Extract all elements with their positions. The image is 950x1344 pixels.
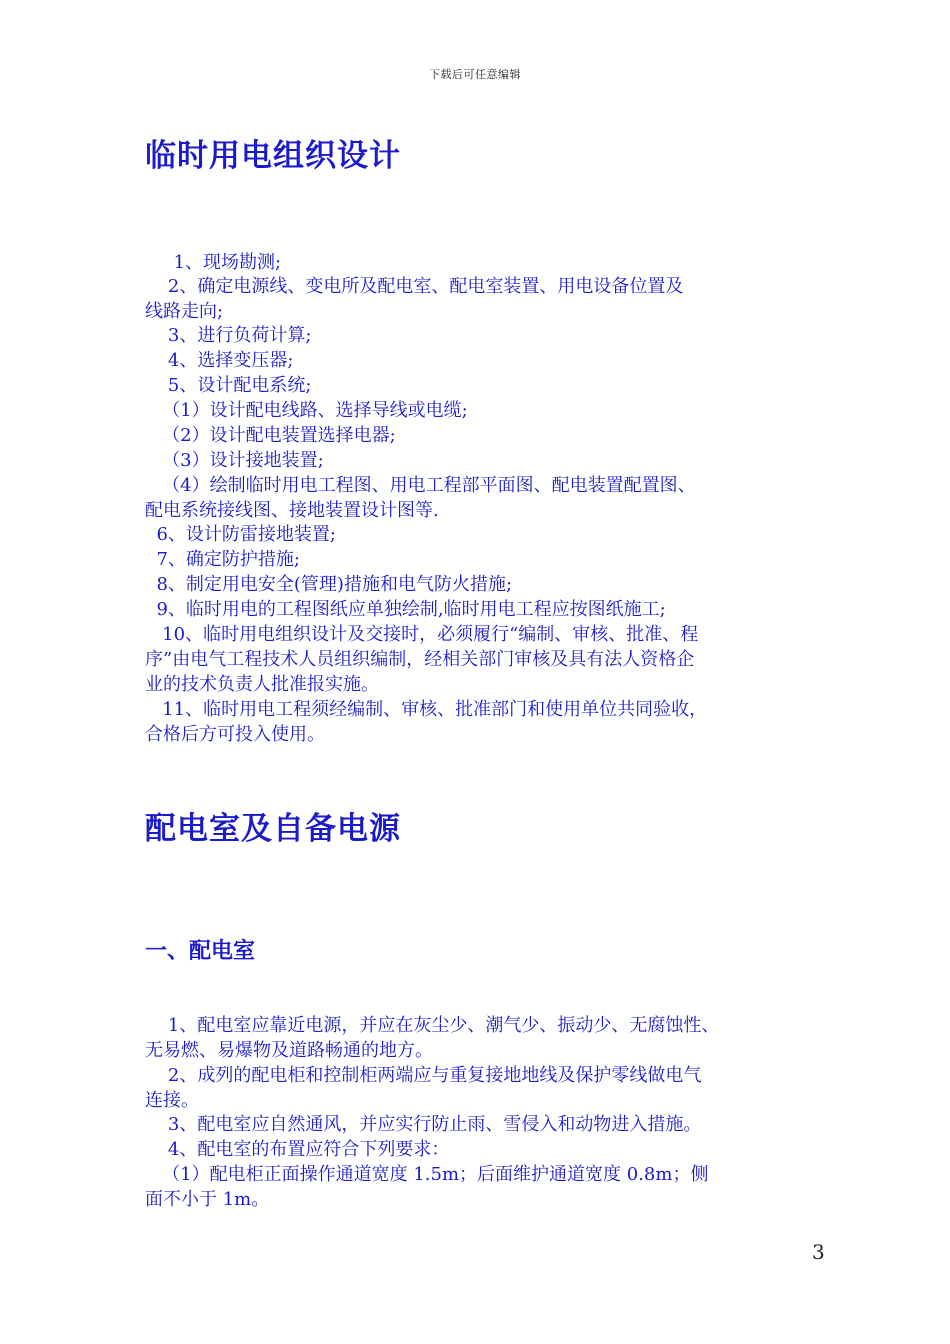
list-item: 3、配电室应自然通风，并应实行防止雨、雪侵入和动物进入措施。 — [145, 1114, 702, 1135]
list-item: 2、成列的配电柜和控制柜两端应与重复接地地线及保护零线做电气 连接。 — [145, 1065, 702, 1111]
list-item: （1）配电柜正面操作通道宽度 1.5m；后面维护通道宽度 0.8m；侧 面不小于 1m。 — [145, 1164, 709, 1210]
list-item: 1、现场勘测; — [145, 252, 282, 273]
subsection-title-power-room: 一、配电室 — [145, 939, 256, 964]
list-item: 11、临时用电工程须经编制、审核、批准部门和使用单位共同验收， 合格后方可投入使用。 — [145, 699, 708, 745]
list-item: 4、配电室的布置应符合下列要求： — [145, 1139, 450, 1160]
list-item: 5、设计配电系统; — [145, 375, 312, 396]
list-item: 9、临时用电的工程图纸应单独绘制,临时用电工程应按图纸施工; — [145, 599, 666, 620]
list-item: 4、选择变压器; — [145, 350, 294, 371]
list-item: 7、确定防护措施; — [145, 549, 300, 570]
page-header-note: 下载后可任意编辑 — [429, 68, 521, 81]
list-item: 2、确定电源线、变电所及配电室、配电室装置、用电设备位置及 线路走向; — [145, 276, 684, 322]
list-item: （1）设计配电线路、选择导线或电缆; — [145, 400, 468, 421]
list-item: 10、临时用电组织设计及交接时，必须履行“编制、审核、批准、程 序”由电气工程技术人员组织编制，经相关部门审核及具有法人资格企 业的技术负责人批准报实施。 — [145, 624, 699, 695]
list-item: （4）绘制临时用电工程图、用电工程部平面图、配电装置配置图、 配电系统接线图、接地装置设计图等. — [145, 475, 696, 521]
page-number: 3 — [812, 1240, 825, 1264]
list-item: 6、设计防雷接地装置; — [145, 524, 336, 545]
list-item: 3、进行负荷计算; — [145, 325, 312, 346]
list-item: （2）设计配电装置选择电器; — [145, 425, 396, 446]
list-item: 8、制定用电安全(管理)措施和电气防火措施; — [145, 574, 513, 595]
list-item: 1、配电室应靠近电源，并应在灰尘少、潮气少、振动少、无腐蚀性、 无易燃、易爆物及道路畅通的地方。 — [145, 1015, 720, 1061]
list-item: （3）设计接地装置; — [145, 450, 324, 471]
section-title-temporary-power: 临时用电组织设计 — [145, 138, 401, 174]
section-title-power-room: 配电室及自备电源 — [145, 811, 401, 847]
